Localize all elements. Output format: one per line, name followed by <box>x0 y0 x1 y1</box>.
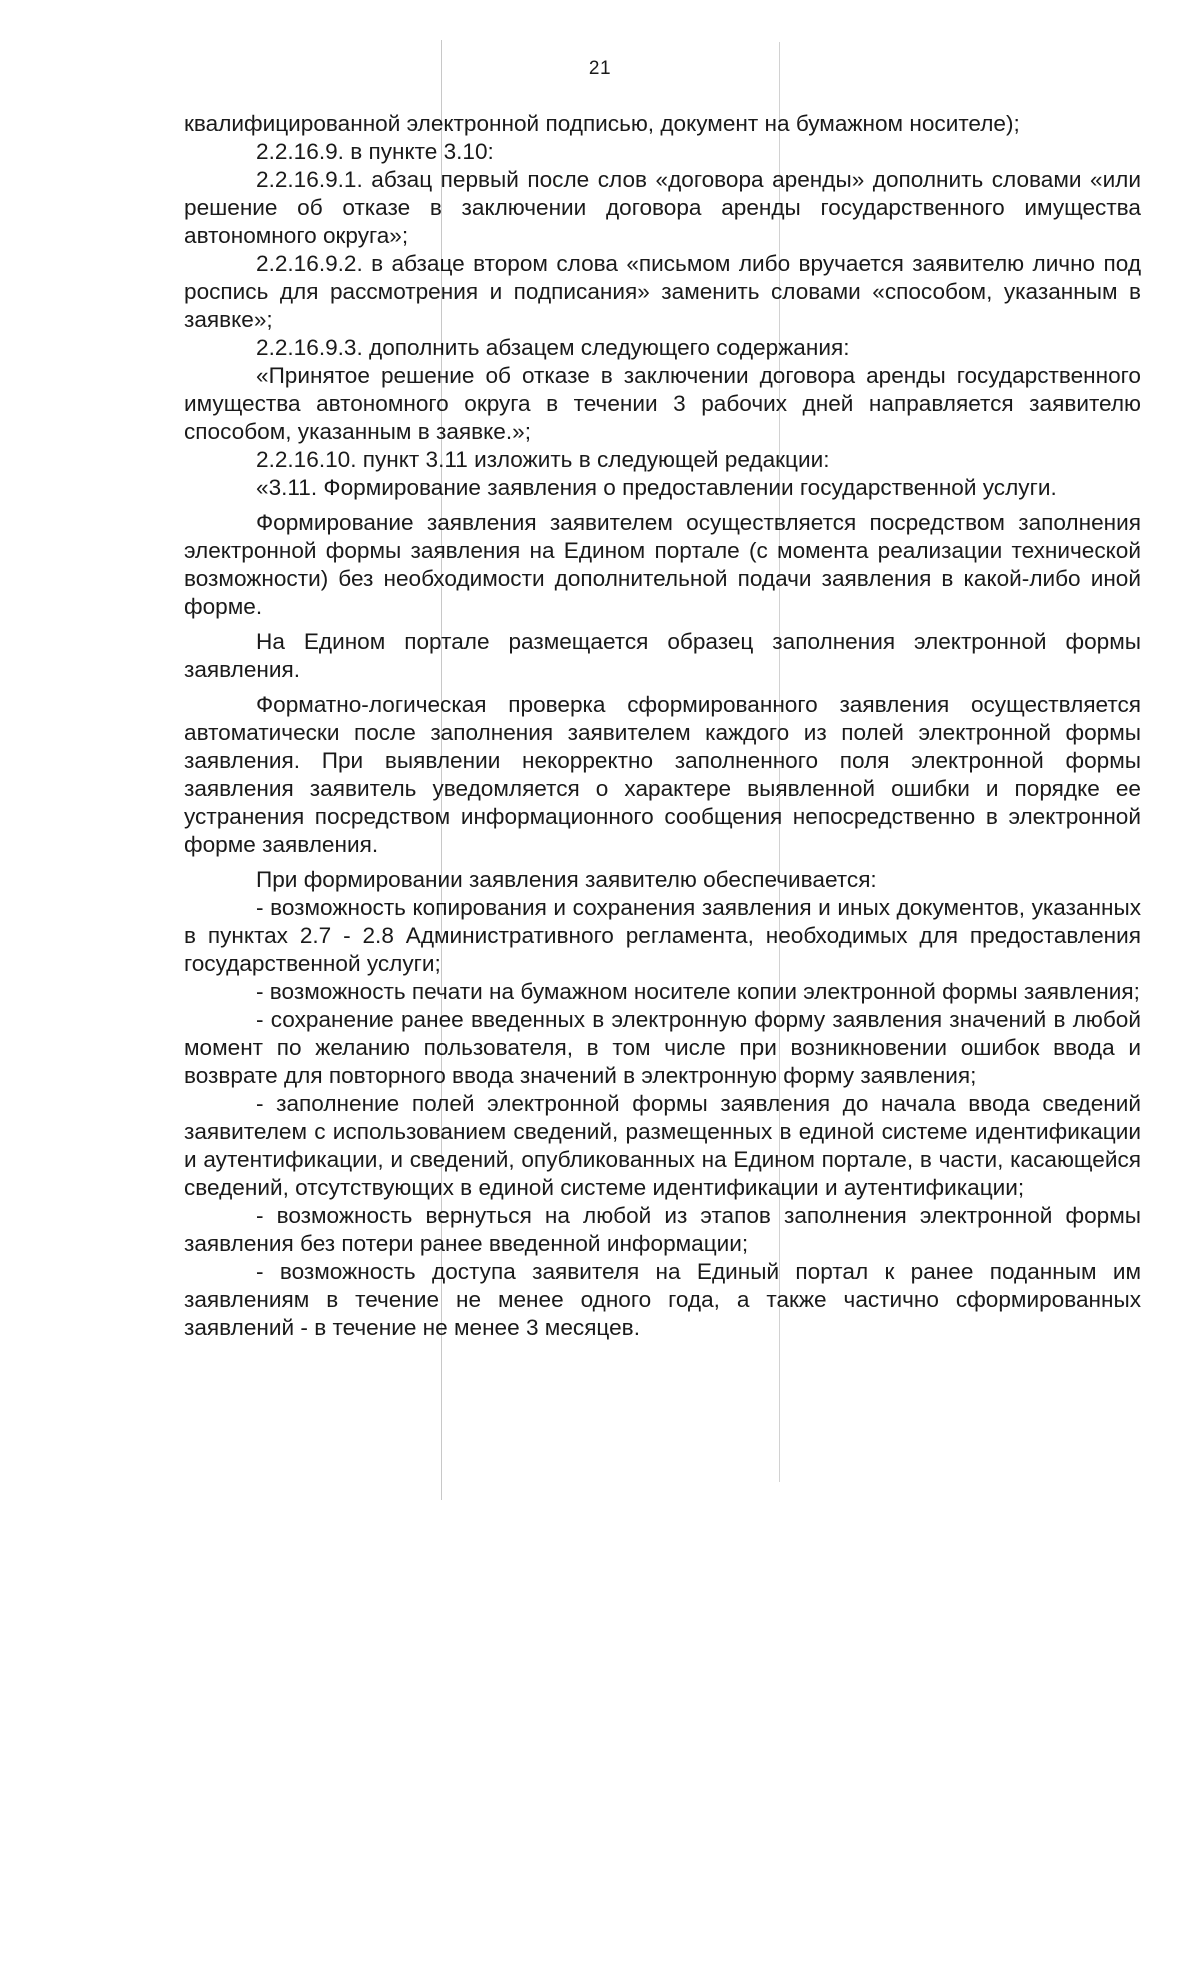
paragraph: Форматно-логическая проверка сформированного заявления осуществляется автоматически после заполнения заявителем каждого из полей электронной формы заявления. При выявлении некорректно заполненного поля электронной формы заявления заявитель уведомляется о характере выявленной ошибки и порядке ее устранения посредством информационного сообщения непосредственно в электронной форме заявления. <box>184 692 1141 857</box>
paragraph: 2.2.16.9.2. в абзаце втором слова «письмом либо вручается заявителю лично под роспись для рассмотрения и подписания» заменить словами «способом, указанным в заявке»; <box>184 251 1141 332</box>
list-item: - возможность вернуться на любой из этапов заполнения электронной формы заявления без потери ранее введенной информации; <box>184 1203 1141 1256</box>
paragraph: 2.2.16.9.3. дополнить абзацем следующего содержания: <box>256 335 850 360</box>
paragraph: Формирование заявления заявителем осуществляется посредством заполнения электронной формы заявления на Едином портале (с момента реализации технической возможности) без необходимости дополнительной подачи заявления в какой-либо иной форме. <box>184 510 1141 619</box>
paragraph: На Едином портале размещается образец заполнения электронной формы заявления. <box>184 629 1141 682</box>
list-item: - возможность печати на бумажном носителе копии электронной формы заявления; <box>256 979 1140 1004</box>
paragraph: 2.2.16.10. пункт 3.11 изложить в следующей редакции: <box>256 447 830 472</box>
paragraph: При формировании заявления заявителю обеспечивается: <box>256 867 877 892</box>
paragraph: 2.2.16.9. в пункте 3.10: <box>256 139 494 164</box>
list-item: - возможность копирования и сохранения заявления и иных документов, указанных в пунктах 2.7 - 2.8 Административного регламента, необходимых для предоставления государственной услуги; <box>184 895 1141 976</box>
document-body <box>184 110 1141 1342</box>
page-number: 21 <box>588 58 612 79</box>
paragraph: «3.11. Формирование заявления о предоставлении государственной услуги. <box>256 475 1057 500</box>
list-item: - возможность доступа заявителя на Единый портал к ранее поданным им заявлениям в течение не менее одного года, а также частично сформированных заявлений - в течение не менее 3 месяцев. <box>184 1259 1141 1340</box>
paragraph: «Принятое решение об отказе в заключении договора аренды государственного имущества автономного округа в течении 3 рабочих дней направляется заявителю способом, указанным в заявке.»; <box>184 363 1141 444</box>
paragraph: 2.2.16.9.1. абзац первый после слов «договора аренды» дополнить словами «или решение об отказе в заключении договора аренды государственного имущества автономного округа»; <box>184 167 1141 248</box>
paragraph: квалифицированной электронной подписью, документ на бумажном носителе); <box>184 111 1020 136</box>
list-item: - сохранение ранее введенных в электронную форму заявления значений в любой момент по желанию пользователя, в том числе при возникновении ошибок ввода и возврате для повторного ввода значений в электронную форму заявления; <box>184 1007 1141 1088</box>
list-item: - заполнение полей электронной формы заявления до начала ввода сведений заявителем с использованием сведений, размещенных в единой системе идентификации и аутентификации, и сведений, опубликованных на Едином портале, в части, касающейся сведений, отсутствующих в единой системе идентификации и аутентификации; <box>184 1091 1141 1200</box>
